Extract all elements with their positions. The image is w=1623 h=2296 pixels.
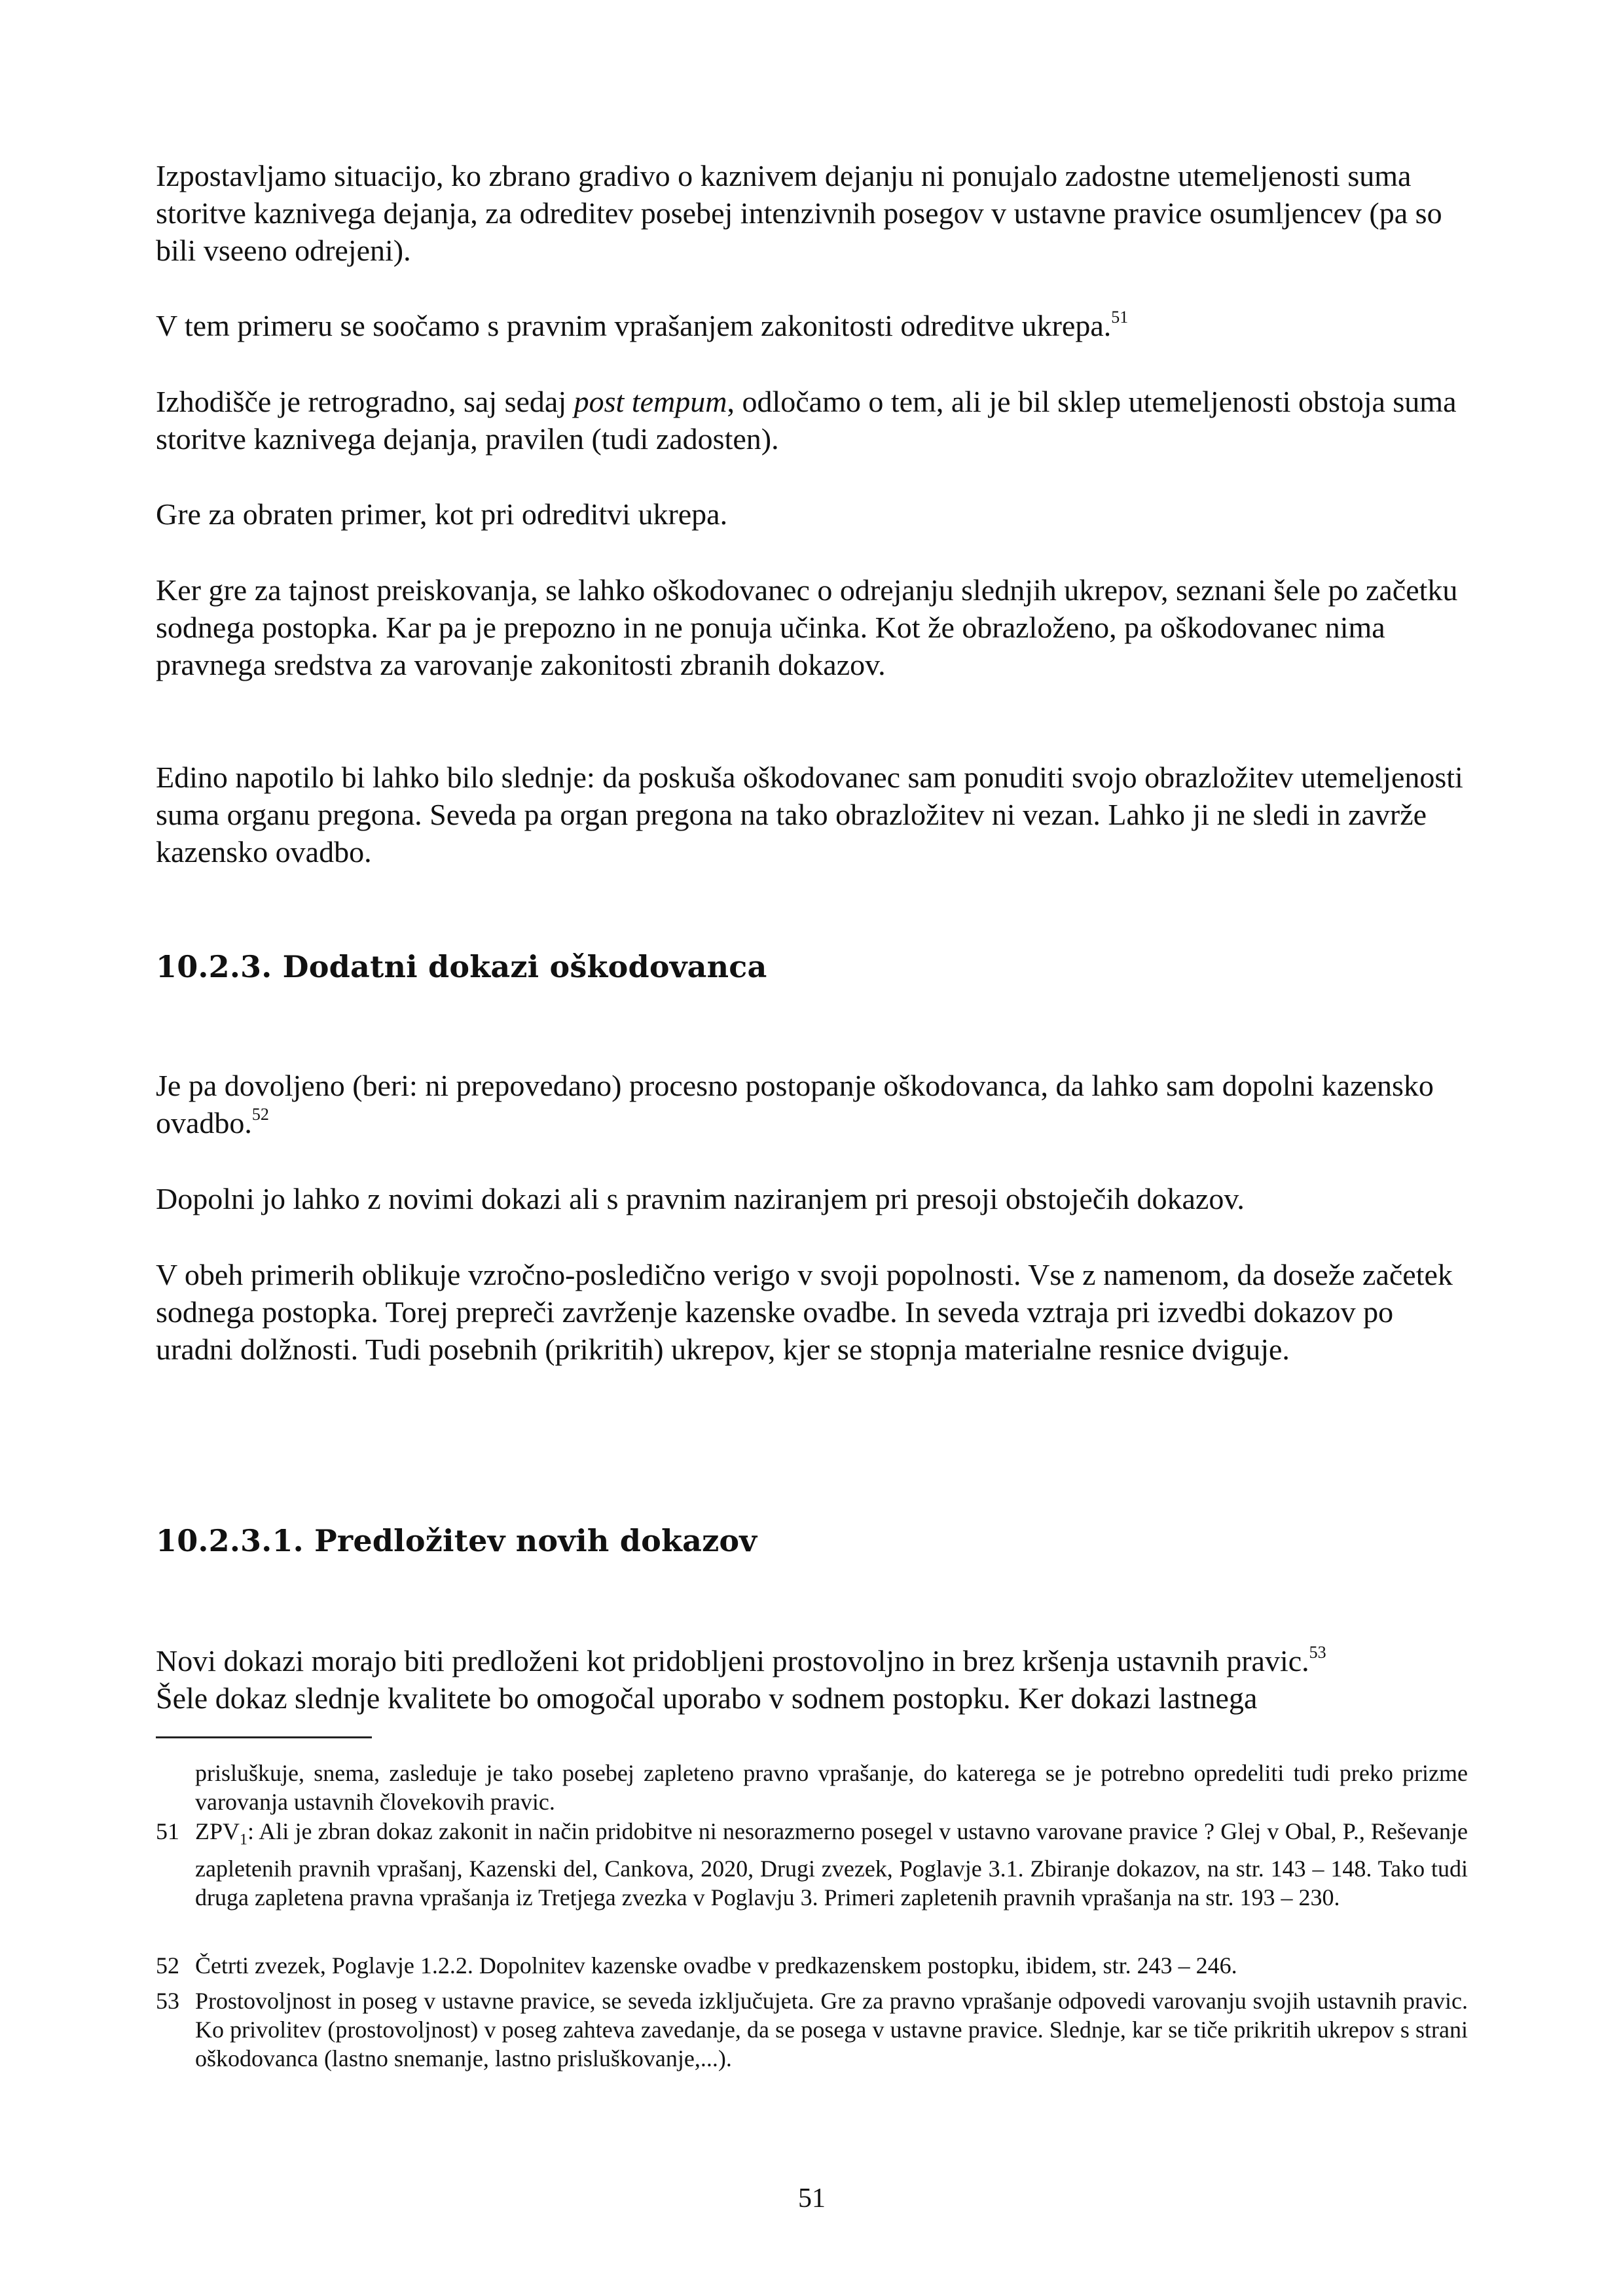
paragraph-3-text-a: Izhodišče je retrogradno, saj sedaj <box>156 385 574 418</box>
paragraph-1 <box>156 157 1468 269</box>
paragraph-10-text-b: Šele dokaz slednje kvalitete bo omogočal uporabo v sodnem postopku. Ker dokazi lastnega <box>156 1681 1258 1715</box>
paragraph-6-text: Edino napotilo bi lahko bilo slednje: da poskuša oškodovanec sam ponuditi svojo obrazložitev utemeljenosti suma organu pregona. Seveda pa organ pregona na tako obrazložitev ni vezan. Lahko ji ne sledi in zavrže kazensko ovadbo. <box>156 761 1463 869</box>
paragraph-2-text: V tem primeru se soočamo s pravnim vprašanjem zakonitosti odreditve ukrepa. <box>156 309 1112 342</box>
footnote-53 <box>156 1986 1468 2073</box>
footnote-51 <box>156 1817 1468 1912</box>
paragraph-3-emphasis: post tempum <box>574 385 727 418</box>
footnote-separator <box>156 1736 372 1738</box>
footnote-53-number: 53 <box>156 1988 179 2014</box>
paragraph-10-text: Novi dokazi morajo biti predloženi kot pridobljeni prostovoljno in brez kršenja ustavnih pravic. <box>156 1644 1309 1677</box>
footnote-ref-53[interactable]: 53 <box>1309 1643 1326 1662</box>
paragraph-8-text: Dopolni jo lahko z novimi dokazi ali s pravnim naziranjem pri presoji obstoječih dokazov. <box>156 1182 1245 1215</box>
footnote-51-subscript: 1 <box>240 1831 248 1849</box>
paragraph-6 <box>156 759 1468 870</box>
footnote-continued-text: prisluškuje, snema, zasleduje je tako posebej zapleteno pravno vprašanje, do katerega se je potrebno opredeliti tudi preko prizme varovanja ustavnih človekovih pravic. <box>195 1760 1468 1815</box>
footnote-51-abbr: ZPV <box>195 1818 240 1844</box>
paragraph-5-text: Ker gre za tajnost preiskovanja, se lahko oškodovanec o odrejanju slednjih ukrepov, seznani šele po začetku sodnega postopka. Kar pa je prepozno in ne ponuja učinka. Kot že obrazloženo, pa oškodovanec nima pravnega sredstva za varovanje zakonitosti zbranih dokazov. <box>156 573 1458 681</box>
paragraph-7-text: Je pa dovoljeno (beri: ni prepovedano) procesno postopanje oškodovanca, da lahko sam dopolni kazensko ovadbo. <box>156 1069 1434 1139</box>
footnote-52-number: 52 <box>156 1952 179 1979</box>
paragraph-2 <box>156 307 1468 344</box>
footnote-52-text: Četrti zvezek, Poglavje 1.2.2. Dopolnitev kazenske ovadbe v predkazenskem postopku, ibidem, str. 243 – 246. <box>195 1952 1237 1979</box>
section-heading-10-2-3-1: 10.2.3.1. Predložitev novih dokazov <box>156 1523 757 1558</box>
footnote-51-body <box>195 1817 1468 1912</box>
footnote-continued <box>156 1759 1468 1816</box>
paragraph-7 <box>156 1067 1468 1141</box>
paragraph-3-text-b: , odločamo o tem, ali je bil sklep utemeljenosti obstoja suma storitve kaznivega dejanja, pravilen (tudi zadosten). <box>156 385 1457 456</box>
footnote-ref-52[interactable]: 52 <box>251 1105 269 1124</box>
footnote-53-text: Prostovoljnost in poseg v ustavne pravice, se seveda izključujeta. Gre za pravno vprašanje odpovedi varovanju svojih ustavnih pravic. Ko privolitev (prostovoljnost) v poseg zahteva zavedanje, da se posega v ustavne pravice. Slednje, kar se tiče prikritih ukrepov s strani oškodovanca (lastno snemanje, lastno prisluškovanje,...). <box>195 1988 1468 2072</box>
paragraph-3 <box>156 383 1468 457</box>
footnote-51-text: : Ali je zbran dokaz zakonit in način pridobitve ni nesorazmerno posegel v ustavno varovane pravice ? Glej v Obal, P., Reševanje zapletenih pravnih vprašanj, Kazenski del, Cankova, 2020, Drugi zvezek, Poglavje 3.1. Zbiranje dokazov, na str. 143 – 148. Tako tudi druga zapletena pravna vprašanja iz Tretjega zvezka v Poglavju 3. Primeri zapletenih pravnih vprašanja na str. 193 – 230. <box>195 1818 1468 1911</box>
paragraph-4 <box>156 495 1468 533</box>
page-number: 51 <box>798 2183 826 2214</box>
paragraph-9-text: V obeh primerih oblikuje vzročno-posledično verigo v svoji popolnosti. Vse z namenom, da doseže začetek sodnega postopka. Torej prepreči zavrženje kazenske ovadbe. In seveda vztraja pri izvedbi dokazov po uradni dolžnosti. Tudi posebnih (prikritih) ukrepov, kjer se stopnja materialne resnice dviguje. <box>156 1258 1453 1366</box>
paragraph-8 <box>156 1180 1468 1217</box>
footnote-51-number: 51 <box>156 1818 179 1844</box>
section-heading-10-2-3: 10.2.3. Dodatni dokazi oškodovanca <box>156 949 767 984</box>
paragraph-5 <box>156 571 1468 683</box>
paragraph-10 <box>156 1642 1468 1717</box>
footnote-52 <box>156 1951 1468 1980</box>
paragraph-4-text: Gre za obraten primer, kot pri odreditvi ukrepa. <box>156 497 728 531</box>
paragraph-9 <box>156 1256 1468 1368</box>
paragraph-1-text: Izpostavljamo situacijo, ko zbrano gradivo o kaznivem dejanju ni ponujalo zadostne utemeljenosti suma storitve kaznivega dejanja, za odreditev posebej intenzivnih posegov v ustavne pravice osumljencev (pa so bili vseeno odrejeni). <box>156 159 1442 267</box>
footnote-ref-51[interactable]: 51 <box>1111 308 1129 327</box>
